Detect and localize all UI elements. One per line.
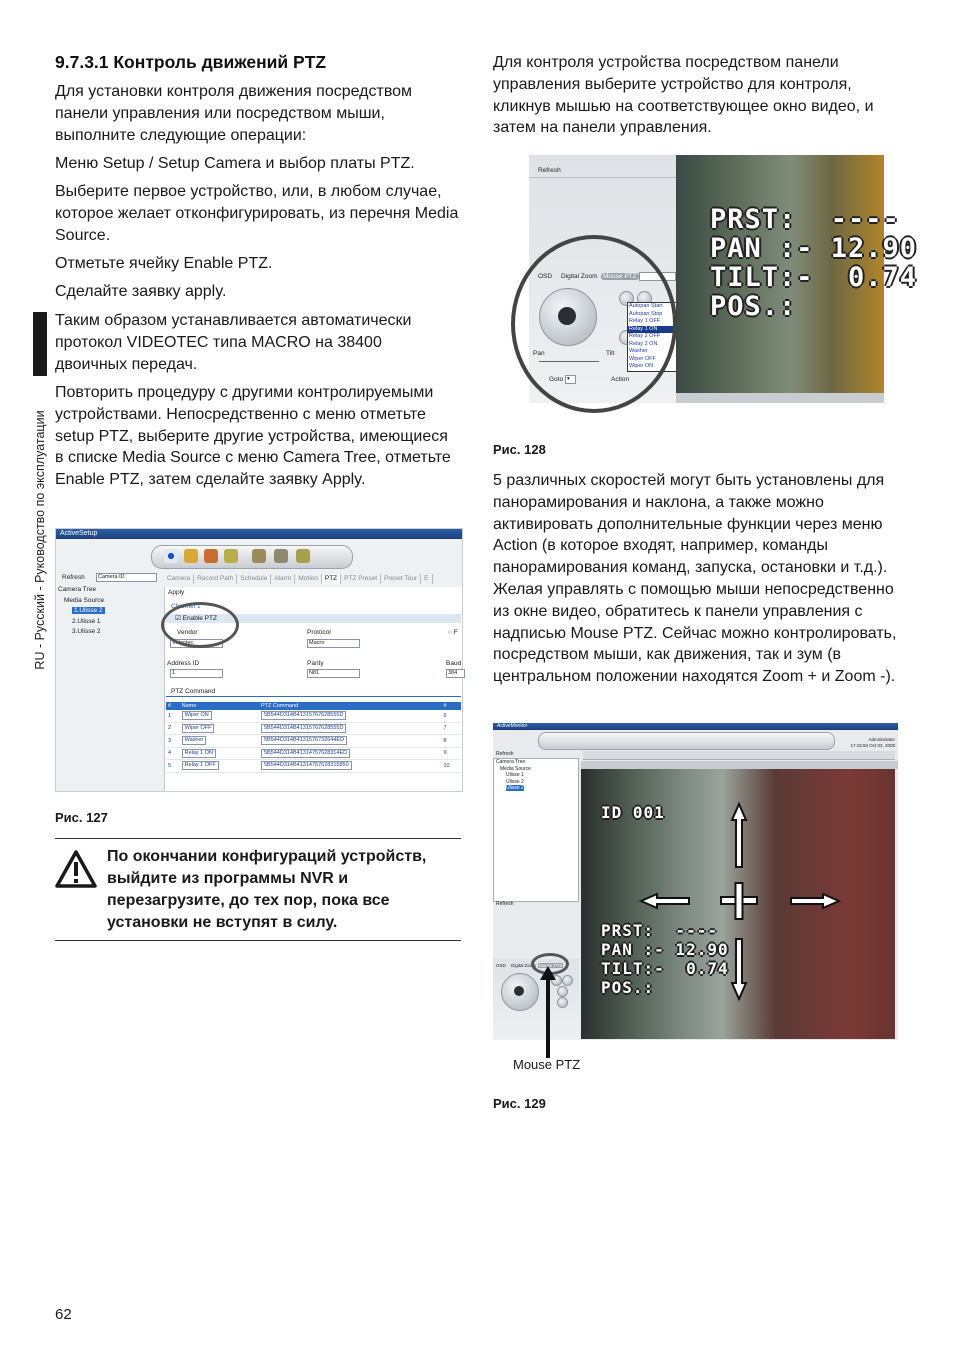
table-row <box>166 747 461 760</box>
paragraph-protocol: Таким образом устанавливается автоматически протокол VIDEOTEC типа MACRO на 38400 двоичных передач. <box>55 312 412 373</box>
video-feed[interactable] <box>581 769 895 1039</box>
window-title: ActiveSetup <box>56 529 462 539</box>
figure-128-screenshot <box>529 155 918 403</box>
table-row <box>166 735 461 748</box>
pointer-arrow-shaft <box>546 970 550 1058</box>
side-label: RU - Русский - Руководство по эксплуатации <box>33 410 47 670</box>
camera-tree <box>58 585 158 638</box>
tab-row <box>164 574 462 584</box>
network-icon[interactable] <box>296 549 310 563</box>
refresh-button[interactable]: Refresh <box>538 167 561 174</box>
tab-record-path[interactable]: Record Path <box>194 574 237 584</box>
vendor-label: Vendor <box>177 629 198 636</box>
camera-id-select[interactable]: Camera ID <box>96 573 157 582</box>
tab-ptz[interactable]: PTZ <box>322 574 341 584</box>
tree-item[interactable]: Ulisse 2 <box>506 778 524 785</box>
apply-button[interactable]: Apply <box>168 589 185 596</box>
date-time: 17:15:50 Oct 03, 2008 <box>850 743 895 748</box>
video-feed[interactable] <box>676 155 918 393</box>
parity-label: Parity <box>307 660 324 667</box>
figure-127-screenshot <box>55 528 463 792</box>
baud-label: Baud <box>446 660 462 667</box>
tools-icon[interactable] <box>224 549 238 563</box>
command-code-field[interactable]: 5B544D314B41315767628555D <box>261 724 347 733</box>
toolbar <box>151 545 353 569</box>
menu-item[interactable]: Wiper OFF <box>629 355 656 362</box>
tab-mouse-ptz[interactable]: Mouse PTZ <box>603 273 637 280</box>
schedule-icon[interactable] <box>204 549 218 563</box>
paragraph-control-panel: Для контроля устройства посредством панели управления выберите устройство для контроля, кликнув мышью на соответствующее окно видео, и затем на панели управления. <box>493 54 874 137</box>
figure-129-caption: Рис. 129 <box>493 1096 546 1111</box>
tree-media-source[interactable]: Media Source <box>500 765 531 772</box>
table-row <box>166 722 461 735</box>
tab-digital-zoom[interactable]: Digital Zoom <box>561 273 598 280</box>
goto-select[interactable]: ▾ <box>565 375 576 384</box>
menu-item[interactable]: Relay 2 OFF <box>629 333 661 339</box>
osd-text: PRST: ---- PAN :- 12.90 TILT:- 0.74 POS.: <box>601 921 729 997</box>
paragraph-enable-ptz: Отметьте ячейку Enable PTZ. <box>55 255 273 272</box>
pointer-arrow-icon <box>540 966 556 980</box>
tab-more[interactable]: E <box>421 574 432 584</box>
command-name-field[interactable]: Wiper ON <box>182 711 212 720</box>
tree-item[interactable]: 2.Ulisse 1 <box>72 617 101 625</box>
tab-mouse-ptz[interactable]: Mouse PTZ <box>539 963 563 968</box>
camera-icon[interactable] <box>184 549 198 563</box>
menu-item[interactable]: Washer <box>629 348 648 354</box>
side-tab-marker <box>33 312 47 376</box>
row-index: 7 <box>443 725 447 732</box>
tree-item[interactable]: Ulisse 1 <box>506 772 524 778</box>
window-title: ActiveMonitor <box>493 723 898 730</box>
tab-osd[interactable]: OSD <box>538 273 553 280</box>
enable-ptz-checkbox[interactable]: ☑ <box>175 615 181 622</box>
paragraph-apply: Сделайте заявку apply. <box>55 283 227 300</box>
command-name-field[interactable]: Relay 1 OFF <box>182 761 219 770</box>
command-code-field[interactable]: 5B544D314B41315767628555D <box>261 711 347 720</box>
action-label: Action <box>611 376 630 383</box>
zoom-out-button[interactable] <box>562 975 573 986</box>
command-name-field[interactable]: Relay 1 ON <box>182 749 216 758</box>
f-option[interactable]: ○ F <box>448 629 458 636</box>
highlight-circle <box>161 602 239 648</box>
tree-item-selected[interactable]: 1.Ulisse 2 <box>74 607 103 614</box>
channel-bar <box>583 751 895 760</box>
osd-text: PRST: ---- PAN :- 12.90 TILT:- 0.74 POS.: <box>710 204 918 322</box>
channel-label: Channel 1 <box>171 603 201 610</box>
menu-item[interactable]: Autopan Start <box>629 303 663 309</box>
goto-label: Goto <box>549 376 564 383</box>
parity-select[interactable]: N81 <box>307 669 360 678</box>
row-index: 9 <box>443 750 447 757</box>
mouse-ptz-label: Mouse PTZ <box>513 1057 581 1072</box>
section-title: 9.7.3.1 Контроль движений PTZ <box>55 52 327 72</box>
figure-129-screenshot <box>493 723 898 1040</box>
vendor-select[interactable]: Videotec <box>170 639 223 648</box>
iris-button[interactable] <box>557 997 568 1008</box>
command-name-field[interactable]: Wiper OFF <box>182 724 215 733</box>
tilt-label: Tilt <box>606 350 615 357</box>
baud-field[interactable]: 384 <box>446 669 465 678</box>
user-name: Administrator <box>868 737 895 742</box>
menu-item[interactable]: Wiper ON <box>629 363 654 369</box>
tab-alarm[interactable]: Alarm <box>271 574 295 584</box>
command-name-field[interactable]: Washer <box>182 736 207 745</box>
protocol-label: Protocol <box>307 629 331 636</box>
command-code-field[interactable]: 5B544D314B41314757628315850 <box>261 761 352 770</box>
paragraph-speeds: 5 различных скоростей могут быть установлены для панорамирования и наклона, а также можно активировать дополнительные функции через меню Action (в которое входят, например, команды панорамирования команд, запуска, остановки и т.д.). Желая управлять с помощью мыши непосредственно из окне видео, обратитесь к панели управления с надписью Mouse PTZ. Сейчас можно контролировать, посредством мыши, как движения, так и зум (в центральном положении находятся Zoom + и Zoom -). <box>493 472 897 686</box>
ptz-command-table <box>166 702 461 773</box>
tree-root[interactable]: Camera Tree <box>496 759 526 765</box>
table-header-cell: Name <box>180 702 259 710</box>
row-index: 10 <box>443 762 450 769</box>
figure-128-caption: Рис. 128 <box>493 442 546 457</box>
figure-127-caption: Рис. 127 <box>55 810 108 825</box>
tab-ptz-preset[interactable]: PTZ Preset <box>341 574 381 584</box>
page-number: 62 <box>55 1306 72 1323</box>
table-header-cell: PTZ Command <box>259 702 442 710</box>
enable-ptz-label: Enable PTZ <box>182 615 217 622</box>
menu-item[interactable]: Relay 1 OFF <box>629 318 661 324</box>
refresh-button[interactable]: Refresh <box>62 574 85 581</box>
eye-icon[interactable] <box>164 549 178 563</box>
refresh-button-lower[interactable]: Refresh <box>496 901 514 907</box>
paragraph-setup-menu: Меню Setup / Setup Camera и выбор платы PTZ. <box>55 155 415 172</box>
address-field[interactable]: 1 <box>170 669 223 678</box>
ptz-command-title: PTZ Command <box>171 688 216 695</box>
tab-camera[interactable]: Camera <box>164 574 194 584</box>
refresh-button[interactable]: Refresh <box>496 751 514 757</box>
camera-tree-panel <box>493 758 579 902</box>
protocol-select[interactable]: Macro <box>307 639 360 648</box>
paragraph-repeat: Повторить процедуру с другими контролируемыми устройствами. Непосредственно с меню отметьте setup PTZ, выберите другие устройства, имеющиеся в списке Media Source с меню Camera Tree, отметьте Enable PTZ, затем сделайте заявку Apply. <box>55 384 451 489</box>
focus-button[interactable] <box>557 986 568 997</box>
tab-preset-tour[interactable]: Preset Tour <box>381 574 421 584</box>
menu-item[interactable]: Autopan Stop <box>629 310 663 317</box>
tree-root[interactable]: Camera Tree <box>58 586 96 593</box>
table-header <box>166 702 461 710</box>
table-header-cell: # <box>166 702 180 710</box>
table-row <box>166 760 461 773</box>
pan-label: Pan <box>533 350 545 357</box>
warning-divider-top <box>55 838 461 839</box>
tab-osd[interactable]: OSD <box>496 963 506 968</box>
row-index: 3 <box>168 737 172 744</box>
tab-digital-zoom[interactable]: Digital Zoom <box>511 963 537 968</box>
settings-icon[interactable] <box>274 549 288 563</box>
row-index: 4 <box>168 750 172 757</box>
paragraph-intro: Для установки контроля движения посредством панели управления или посредством мыши, выполните следующие операции: <box>55 83 413 144</box>
row-index: 2 <box>168 725 172 732</box>
table-header-cell: # <box>441 702 461 710</box>
tab-schedule[interactable]: Schedule <box>237 574 271 584</box>
highlight-circle <box>511 235 677 413</box>
warning-divider-bottom <box>55 940 461 941</box>
layout-toolbar <box>581 761 898 769</box>
command-code-field[interactable]: 5B544D314B4131576732644ED <box>261 736 347 745</box>
toolbar <box>538 732 835 750</box>
tree-item-selected[interactable]: Ulisse 2 <box>506 785 524 791</box>
table-row <box>166 710 461 722</box>
address-label: Address ID <box>167 660 200 667</box>
row-index: 6 <box>443 712 447 719</box>
wrench-icon[interactable] <box>252 549 266 563</box>
warning-text: По окончании конфигураций устройств, выйдите из программы NVR и перезагрузите, до тех пор, пока все установки не вступят в силу. <box>107 848 427 931</box>
paragraph-select-device: Выберите первое устройство, или, в любом случае, которое желает отконфигурировать, из перечня Media Source. <box>55 183 459 244</box>
row-index: 1 <box>168 712 172 719</box>
tree-item[interactable]: 3.Ulisse 2 <box>72 628 101 635</box>
joystick-center-icon[interactable] <box>514 986 524 996</box>
row-index: 5 <box>168 762 172 769</box>
osd-id: ID 001 <box>601 803 665 822</box>
menu-item[interactable]: Relay 2 ON <box>629 340 658 347</box>
warning-icon <box>55 850 97 888</box>
tree-media-source[interactable]: Media Source <box>64 596 105 604</box>
tab-motion[interactable]: Motion <box>295 574 322 584</box>
row-index: 8 <box>443 737 447 744</box>
command-code-field[interactable]: 5B544D314B41314757628314ED <box>261 749 350 758</box>
menu-item[interactable]: Relay 1 ON <box>628 326 676 334</box>
direction-arrows-icon <box>581 769 895 1039</box>
